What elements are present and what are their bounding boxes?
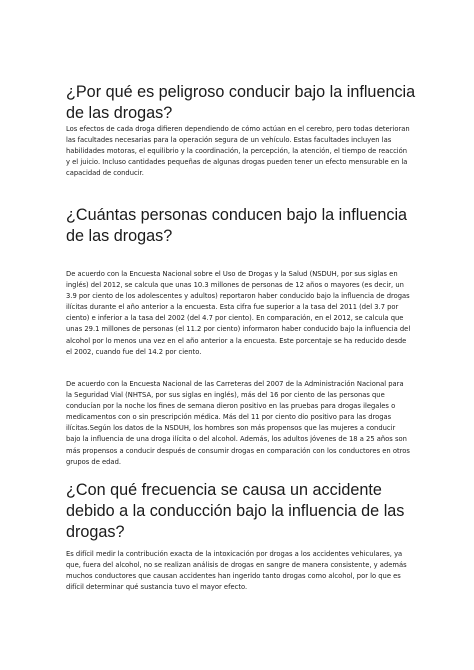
section-paragraph-nsduh: De acuerdo con la Encuesta Nacional sobre el Uso de Drogas y la Salud (NSDUH, por sus siglas en inglés) del 2012, se calcula que unas 10.3 millones de personas de 12 años o mayores (es decir, un 3.9 por ciento de los adolescentes y adultos) reportaron haber conducido bajo la influencia de drogas ilícitas durante el año anterior a la encuesta. Esta cifra fue superior a la tasa del 2011 (del 3.7 por ciento) e inferior a la tasa del 2002 (del 4.7 por ciento). En comparación, en el 2012, se calcula que unas 29.1 millones de personas (el 11.2 por ciento) informaron haber conducido bajo la influencia del alcohol por lo menos una vez en el año anterior a la encuesta. Este porcentaje se ha reducido desde el 2002, cuando fue del 14.2 por ciento. [66,270,411,356]
section-paragraph-nhtsa: De acuerdo con la Encuesta Nacional de las Carreteras del 2007 de la Administración Nacional para la Seguridad Vial (NHTSA, por sus siglas en inglés), más del 16 por ciento de las personas que conducían por la noche los fines de semana dieron positivo en las pruebas para drogas ilegales o medicamentos con o sin prescripción médica. Más del 11 por ciento dio positivo para las drogas ilícitas.Según los datos de la NSDUH, los hombres son más propensos que las mujeres a conducir bajo la influencia de una droga ilícita o del alcohol. Además, los adultos jóvenes de 18 a 25 años son más propensos a conducir después de consumir drogas en comparación con los conductores en otros grupos de edad. [66,380,410,466]
section-paragraph-effects: Los efectos de cada droga difieren dependiendo de cómo actúan en el cerebro, pero todas deterioran las facultades necesarias para la operación segura de un vehículo. Estas facultades incluyen las habilidades motoras, el equilibrio y la coordinación, la percepción, la atención, el tiempo de reacción y el juicio. Incluso cantidades pequeñas de algunas drogas pueden tener un efecto mensurable en la capacidad de conducir. [66,125,410,178]
section-heading-why-dangerous: ¿Por qué es peligroso conducir bajo la influencia de las drogas? [66,83,416,122]
section-paragraph-measurement: Es difícil medir la contribución exacta de la intoxicación por drogas a los accidentes vehiculares, ya que, fuera del alcohol, no se realizan análisis de drogas en sangre de manera consistente, y además muchos conductores que causan accidentes han ingerido tanto drogas como alcohol, por lo que es difícil determinar qué sustancia tuvo el mayor efecto. [66,550,407,592]
section-heading-how-many: ¿Cuántas personas conducen bajo la influencia de las drogas? [66,206,408,245]
section-heading-how-often: ¿Con qué frecuencia se causa un accidente debido a la conducción bajo la influencia de las drogas? [66,481,405,541]
